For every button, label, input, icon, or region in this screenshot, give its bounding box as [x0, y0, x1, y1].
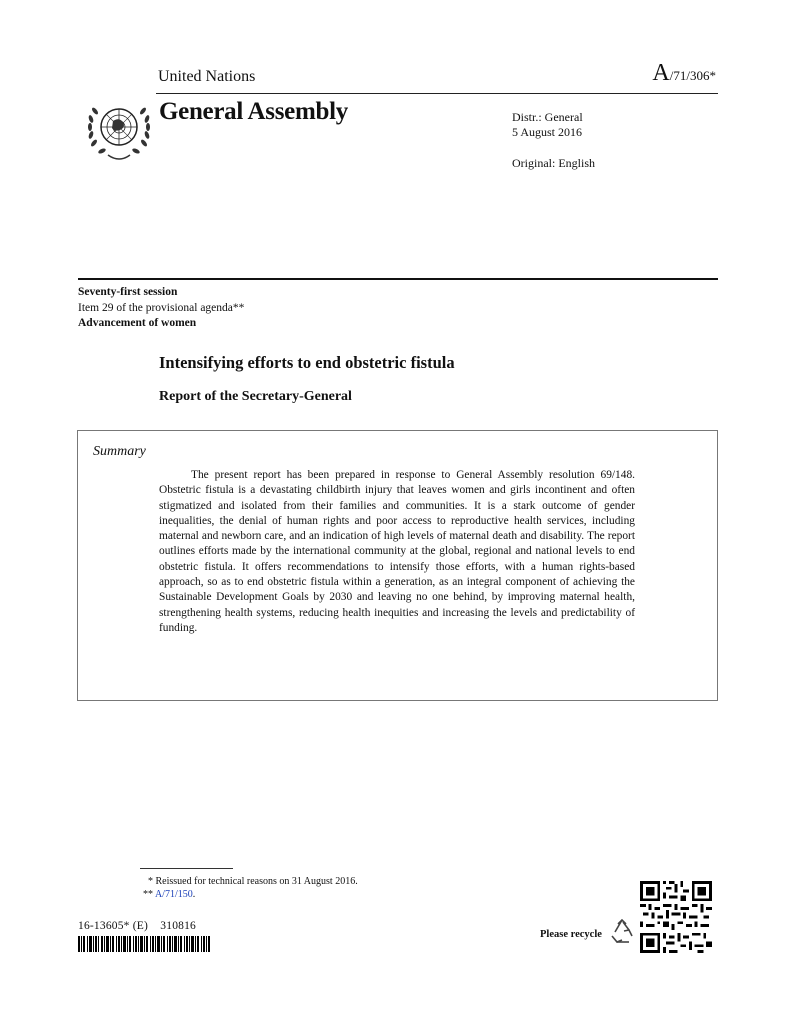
original-language: Original: English: [512, 156, 595, 170]
session-name: Seventy-first session: [78, 286, 178, 298]
agenda-document-link[interactable]: A/71/150: [154, 889, 193, 900]
qr-code: [640, 881, 712, 953]
footnote-period: .: [192, 889, 196, 900]
organization-name: United Nations: [158, 68, 256, 85]
session-rule: [78, 278, 718, 280]
summary-text: The present report has been prepared in response to General Assembly resolution 69/148. Obstetric fistula is a devastating childbirth injury that leaves women and girls incontinent and often stigmatized and isolated from their families and communities. It is a stark outcome of gender inequalities, the denial of human rights and poor access to reproductive health services, including maternal and newborn care, and an indication of high levels of maternal death and disability. The report outlines efforts made by the international community at the global, regional and national levels to end obstetric fistula. It offers recommendations to intensify those efforts, with a human rights-based approach, so as to end obstetric fistula within a generation, as an integral component of achieving the Sustainable Development Goals by 2030 and leaving no one behind, by improving maternal health, strengthening health systems, reducing health inequities and increasing the levels and predictability of funding.: [159, 469, 635, 634]
document-symbol-number: /71/306*: [669, 68, 716, 83]
document-date: 5 August 2016: [512, 125, 583, 139]
un-emblem-icon: [80, 99, 158, 163]
report-title: Intensifying efforts to end obstetric fistula: [159, 353, 455, 372]
footnote-agenda: [143, 888, 195, 901]
report-subtitle: Report of the Secretary-General: [159, 389, 352, 404]
recycle-label: Please recycle: [540, 929, 602, 940]
job-number: 16-13605* (E) 310816: [78, 920, 196, 932]
distribution: Distr.: General: [512, 110, 583, 124]
distribution-block: [512, 110, 583, 140]
footnote-rule: [140, 868, 233, 869]
body-title: General Assembly: [159, 98, 348, 125]
agenda-title: Advancement of women: [78, 317, 197, 329]
footnote-reissued: * Reissued for technical reasons on 31 August 2016.: [148, 876, 358, 887]
agenda-item: Item 29 of the provisional agenda**: [78, 301, 245, 314]
recycle-icon: [608, 918, 636, 946]
summary-heading: Summary: [93, 444, 146, 459]
header-rule: [156, 93, 718, 94]
document-symbol: [652, 60, 716, 87]
document-symbol-prefix: A: [652, 60, 670, 86]
barcode: [78, 936, 210, 952]
footnote-marker: **: [143, 889, 153, 900]
session-block: [78, 285, 244, 332]
